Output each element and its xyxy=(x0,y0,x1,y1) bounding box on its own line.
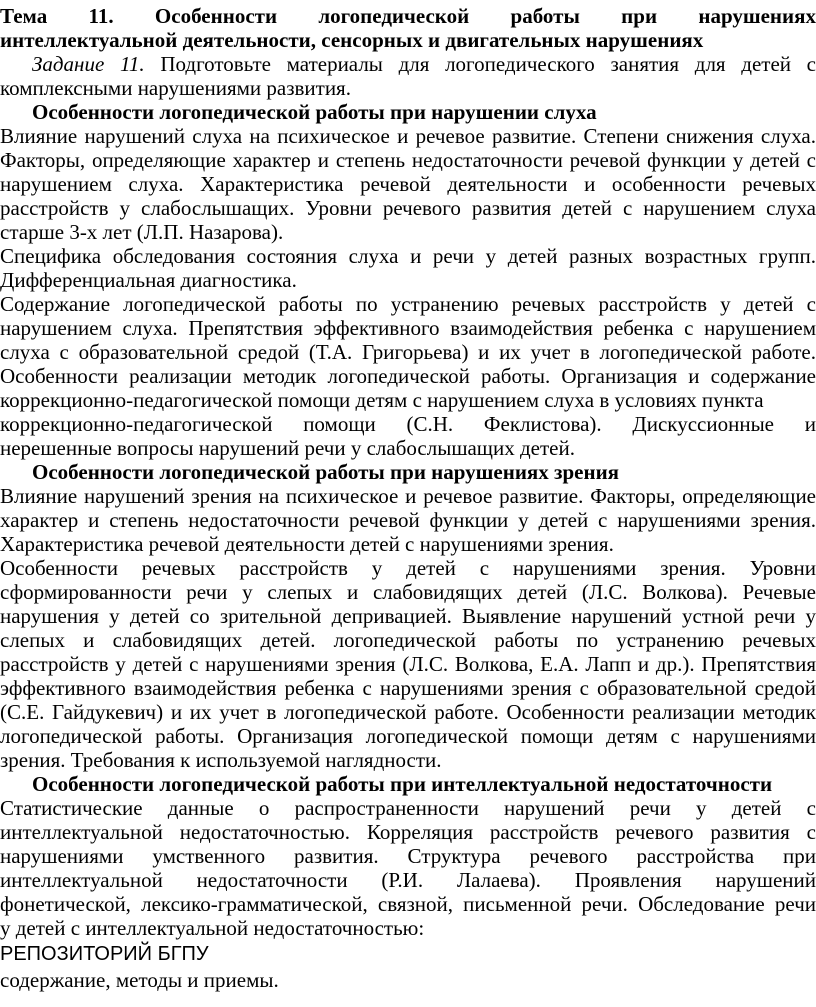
paragraph-line: нарушением слуха. Характеристика речевой деятельности и особенности речевых xyxy=(0,172,816,196)
paragraph-line: Факторы, определяющие характер и степень недостаточности речевой функции у детей с xyxy=(0,148,816,172)
paragraph-line: Влияние нарушений зрения на психическое и речевое развитие. Факторы, определяющие xyxy=(0,484,816,508)
paragraph-line: слуха с образовательной средой (Т.А. Григорьева) и их учет в логопедической работе. xyxy=(0,340,816,364)
topic-title-line-2: интеллектуальной деятельности, сенсорных и двигательных нарушениях xyxy=(0,28,704,52)
paragraph-line: Дифференциальная диагностика. xyxy=(0,268,297,292)
section-heading-hearing: Особенности логопедической работы при нарушении слуха xyxy=(32,100,597,124)
task-text: Подготовьте материалы для логопедического занятия для детей с xyxy=(144,52,816,76)
paragraph-line: Содержание логопедической работы по устранению речевых расстройств у детей с xyxy=(0,292,816,316)
paragraph-line: Влияние нарушений слуха на психическое и речевое развитие. Степени снижения слуха. xyxy=(0,124,816,148)
paragraph-line: нарушением слуха. Препятствия эффективного взаимодействия ребенка с нарушением xyxy=(0,316,816,340)
paragraph-line: слепых и слабовидящих детей. логопедической работы по устранению речевых xyxy=(0,628,816,652)
paragraph-line: нарушения у детей со зрительной депривацией. Выявление нарушений устной речи у xyxy=(0,604,816,628)
paragraph-line: расстройств у детей с нарушениями зрения (Л.С. Волкова, Е.А. Лапп и др.). Препятствия xyxy=(0,652,816,676)
task-line-2: комплексными нарушениями развития. xyxy=(0,76,351,100)
paragraph-line: фонетической, лексико-грамматической, связной, письменной речи. Обследование речи xyxy=(0,892,816,916)
paragraph-line: (С.Е. Гайдукевич) и их учет в логопедической работе. Особенности реализации методик xyxy=(0,700,816,724)
paragraph-line: Специфика обследования состояния слуха и речи у детей разных возрастных групп. xyxy=(0,244,816,268)
paragraph-line: нерешенные вопросы нарушений речи у слабослышащих детей. xyxy=(0,436,575,460)
paragraph-line: коррекционно-педагогической помощи (С.Н. Феклистова). Дискуссионные и xyxy=(0,412,816,436)
section-heading-vision: Особенности логопедической работы при нарушениях зрения xyxy=(32,460,620,484)
paragraph-line: характер и степень недостаточности речевой функции у детей с нарушениями зрения. xyxy=(0,508,816,532)
paragraph-line: коррекционно-педагогической помощи детям с нарушением слуха в условиях пункта xyxy=(0,388,764,412)
paragraph-line: Особенности реализации методик логопедической работы. Организация и содержание xyxy=(0,364,816,388)
paragraph-line: сформированности речи у слепых и слабовидящих детей (Л.С. Волкова). Речевые xyxy=(0,580,816,604)
topic-title-line-1: Тема 11. Особенности логопедической работы при нарушениях xyxy=(0,4,816,28)
paragraph-line: зрения. Требования к используемой наглядности. xyxy=(0,748,442,772)
paragraph-line: расстройств у слабослышащих. Уровни речевого развития детей с нарушением слуха xyxy=(0,196,816,220)
task-line-1 xyxy=(32,52,816,76)
repository-watermark: РЕПОЗИТОРИЙ БГПУ xyxy=(0,943,209,965)
paragraph-line: содержание, методы и приемы. xyxy=(0,968,279,992)
paragraph-line: Особенности речевых расстройств у детей с нарушениями зрения. Уровни xyxy=(0,556,816,580)
paragraph-line: эффективного взаимодействия ребенка с нарушениями зрения с образовательной средой xyxy=(0,676,816,700)
paragraph-line: интеллектуальной недостаточности (Р.И. Лалаева). Проявления нарушений xyxy=(0,868,816,892)
paragraph-line: Характеристика речевой деятельности детей с нарушениями зрения. xyxy=(0,532,614,556)
section-heading-intellect: Особенности логопедической работы при интеллектуальной недостаточности xyxy=(32,772,773,796)
task-label: Задание 11. xyxy=(32,52,145,76)
paragraph-line: нарушениями умственного развития. Структура речевого расстройства при xyxy=(0,844,816,868)
paragraph-line: у детей с интеллектуальной недостаточностью: xyxy=(0,916,425,940)
paragraph-line: интеллектуальной недостаточностью. Корреляция расстройств речевого развития с xyxy=(0,820,816,844)
paragraph-line: старше 3-х лет (Л.П. Назарова). xyxy=(0,220,284,244)
paragraph-line: Статистические данные о распространенности нарушений речи у детей с xyxy=(0,796,816,820)
paragraph-line: логопедической работы. Организация логопедической помощи детям с нарушениями xyxy=(0,724,816,748)
